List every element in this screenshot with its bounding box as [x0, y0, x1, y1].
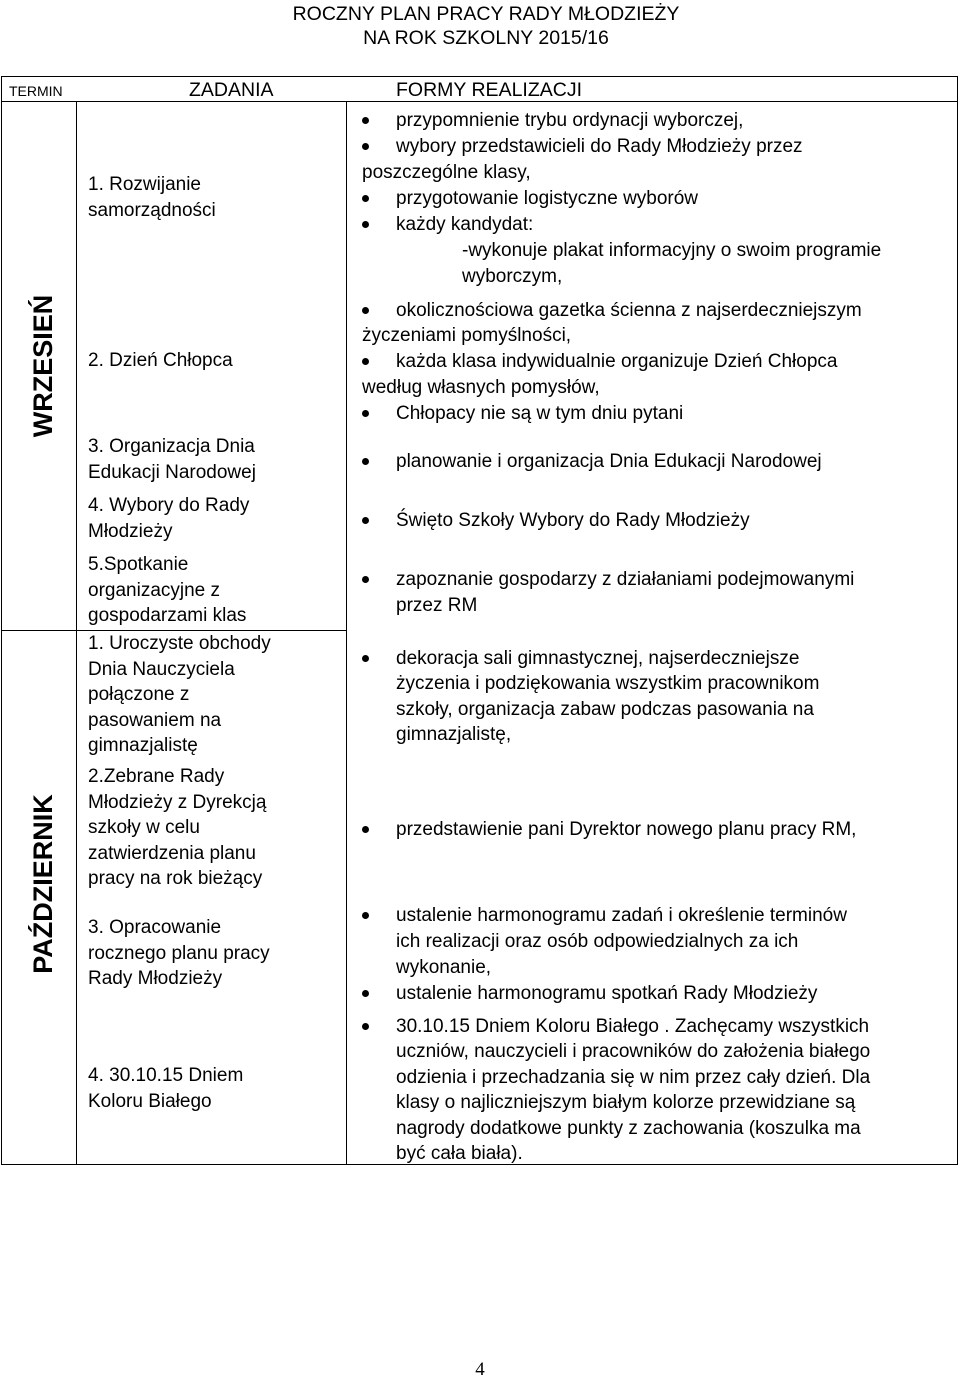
task-october-3-annual-plan: 3. Opracowanie rocznego planu pracy Rady Młodzieży — [88, 917, 270, 989]
page-number: 4 — [475, 1359, 485, 1380]
bullet-icon — [362, 517, 369, 524]
form-item: okolicznościowa gazetka ścienna z najserdeczniejszym — [396, 300, 862, 321]
header-divider — [1, 101, 958, 102]
form-item-continuation: gimnazjalistę, — [396, 724, 512, 745]
form-item: planowanie i organizacja Dnia Edukacji Narodowej — [396, 451, 822, 472]
form-item-continuation: życzenia i podziękowania wszystkim pracownikom — [396, 673, 820, 694]
bullet-icon — [362, 655, 369, 662]
form-item-continuation: szkoły, organizacja zabaw podczas pasowania na — [396, 699, 814, 720]
form-item-continuation: klasy o najliczniejszym białym kolorze przewidziane są — [396, 1092, 856, 1113]
task-5-meeting: 5.Spotkanie organizacyjne z gospodarzami klas — [88, 554, 247, 626]
bullet-icon — [362, 143, 369, 150]
form-item: 30.10.15 Dniem Koloru Białego . Zachęcamy wszystkich — [396, 1016, 870, 1037]
header-termin: TERMIN — [9, 83, 63, 99]
bullet-icon — [362, 117, 369, 124]
bullet-icon — [362, 990, 369, 997]
form-item: dekoracja sali gimnastycznej, najserdeczniejsze — [396, 648, 800, 669]
form-item-continuation: wykonanie, — [396, 957, 492, 978]
form-item-continuation: odzienia i przechadzania się w nim przez cały dzień. Dla — [396, 1067, 871, 1088]
task-3-education-day: 3. Organizacja Dnia Edukacji Narodowej — [88, 436, 256, 483]
form-item: ustalenie harmonogramu zadań i określenie terminów — [396, 905, 847, 926]
month-october: PAŹDZIERNIK — [28, 794, 58, 974]
column-divider-2 — [346, 101, 347, 1165]
task-october-2-meeting-director: 2.Zebrane Rady Młodzieży z Dyrekcją szkoły w celu zatwierdzenia planu pracy na rok bieżący — [88, 766, 267, 889]
title-line-1: ROCZNY PLAN PRACY RADY MŁODZIEŻY — [292, 3, 680, 25]
bullet-icon — [362, 221, 369, 228]
document-title — [0, 2, 960, 50]
form-item: Chłopacy nie są w tym dniu pytani — [396, 403, 684, 424]
title-line-2: NA ROK SZKOLNY 2015/16 — [363, 27, 609, 49]
form-item-continuation: poszczególne klasy, — [362, 162, 531, 183]
bullet-icon — [362, 307, 369, 314]
bullet-icon — [362, 410, 369, 417]
form-item: zapoznanie gospodarzy z działaniami podejmowanymi — [396, 569, 855, 590]
form-item: przygotowanie logistyczne wyborów — [396, 188, 699, 209]
header-zadania: ZADANIA — [189, 79, 274, 101]
form-item: przypomnienie trybu ordynacji wyborczej, — [396, 110, 744, 131]
bullet-icon — [362, 912, 369, 919]
form-item: ustalenie harmonogramu spotkań Rady Młodzieży — [396, 983, 818, 1004]
form-item-continuation: wyborczym, — [462, 266, 563, 287]
bullet-icon — [362, 358, 369, 365]
task-2-boys-day: 2. Dzień Chłopca — [88, 350, 233, 371]
form-item: każda klasa indywidualnie organizuje Dzień Chłopca — [396, 351, 838, 372]
form-item-continuation: według własnych pomysłów, — [362, 377, 600, 398]
task-1-selfgovernment: 1. Rozwijanie samorządności — [88, 174, 216, 221]
task-october-1-teachers-day: 1. Uroczyste obchody Dnia Nauczyciela połączone z pasowaniem na gimnazjalistę — [88, 633, 271, 756]
form-item: przedstawienie pani Dyrektor nowego planu pracy RM, — [396, 819, 857, 840]
form-item-continuation: życzeniami pomyślności, — [362, 325, 572, 346]
form-item-continuation: ich realizacji oraz osób odpowiedzialnych za ich — [396, 931, 799, 952]
bullet-icon — [362, 1023, 369, 1030]
bullet-icon — [362, 576, 369, 583]
bullet-icon — [362, 195, 369, 202]
form-item-continuation: nagrody dodatkowe punkty z zachowania (koszulka ma — [396, 1118, 861, 1139]
form-item: Święto Szkoły Wybory do Rady Młodzieży — [396, 510, 750, 531]
bullet-icon — [362, 826, 369, 833]
column-divider-1 — [76, 101, 77, 1165]
form-item-continuation: -wykonuje plakat informacyjny o swoim programie — [462, 240, 882, 261]
form-item-continuation: być cała biała). — [396, 1143, 523, 1164]
form-item: wybory przedstawicieli do Rady Młodzieży przez — [396, 136, 803, 157]
header-formy-realizacji: FORMY REALIZACJI — [396, 79, 583, 101]
bullet-icon — [362, 458, 369, 465]
month-september: WRZESIEŃ — [28, 294, 58, 438]
task-4-elections: 4. Wybory do Rady Młodzieży — [88, 495, 250, 542]
form-item-continuation: przez RM — [396, 595, 478, 616]
form-item: każdy kandydat: — [396, 214, 534, 235]
form-item-continuation: uczniów, nauczycieli i pracowników do założenia białego — [396, 1041, 871, 1062]
task-october-4-white-day: 4. 30.10.15 Dniem Koloru Białego — [88, 1065, 244, 1112]
